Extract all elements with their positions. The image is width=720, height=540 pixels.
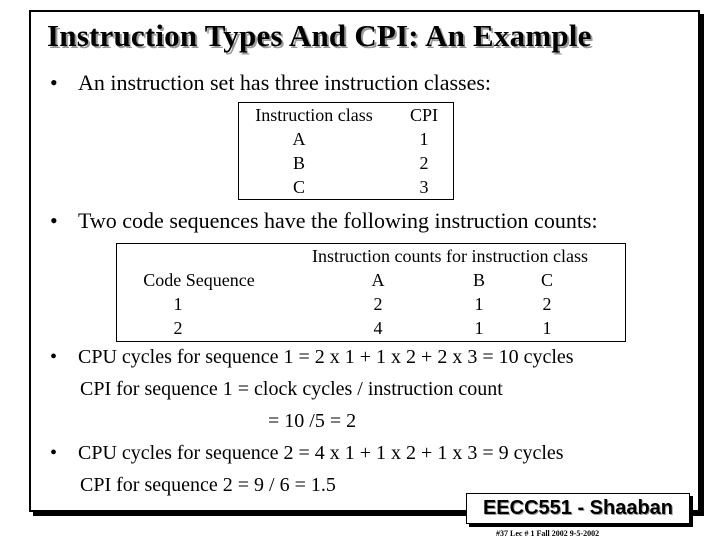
counts-table-cell: 2 [542, 294, 552, 314]
counts-table-cell: 1 [474, 294, 484, 314]
counts-table-col-b: B [472, 270, 485, 290]
cpi-seq1-result: = 10 /5 = 2 [268, 410, 357, 432]
cpi-table-cell: C [292, 177, 305, 197]
cpi-table-cell: B [292, 153, 305, 173]
bullet-cpu-cycles-seq1: CPU cycles for sequence 1 = 2 x 1 + 1 x 2 + 2 x 3 = 10 cycles [78, 346, 574, 368]
counts-table-cell: 1 [173, 294, 183, 314]
bullet-cpu-cycles-seq2: CPU cycles for sequence 2 = 4 x 1 + 1 x 2 + 1 x 3 = 9 cycles [78, 442, 564, 464]
cpi-table-header-cpi: CPI [409, 105, 438, 125]
counts-table-cell: 1 [474, 318, 484, 338]
counts-table-col-c: C [540, 270, 553, 290]
cpi-table-cell: 3 [419, 177, 429, 197]
cpi-seq1-line: CPI for sequence 1 = clock cycles / instruction count [80, 378, 503, 400]
counts-table-group-header: Instruction counts for instruction class [312, 246, 588, 266]
counts-table-cell: 2 [373, 294, 383, 314]
bullet-instruction-classes: An instruction set has three instruction classes: [78, 70, 492, 95]
bullet-dot: • [50, 208, 58, 233]
counts-table-cell: 2 [173, 318, 183, 338]
bullet-dot: • [50, 70, 58, 95]
slide-footer: #37 Lec # 1 Fall 2002 9-5-2002 [496, 529, 600, 538]
counts-table-row-header: Code Sequence [143, 270, 255, 290]
bullet-instruction-counts: Two code sequences have the following instruction counts: [78, 208, 598, 233]
cpi-table-cell: 2 [419, 153, 429, 173]
counts-table-col-a: A [371, 270, 385, 290]
cpi-seq2-line: CPI for sequence 2 = 9 / 6 = 1.5 [80, 474, 336, 496]
cpi-table-cell: A [292, 129, 306, 149]
bullet-dot: • [50, 442, 58, 464]
bullet-dot: • [50, 346, 58, 368]
course-badge: EECC551 - Shaaban [466, 493, 690, 524]
counts-table-cell: 1 [542, 318, 552, 338]
slide-title: Instruction Types And CPI: An Example [47, 18, 592, 53]
cpi-table-cell: 1 [419, 129, 429, 149]
cpi-table-header-class: Instruction class [255, 105, 373, 125]
counts-table-cell: 4 [373, 318, 383, 338]
